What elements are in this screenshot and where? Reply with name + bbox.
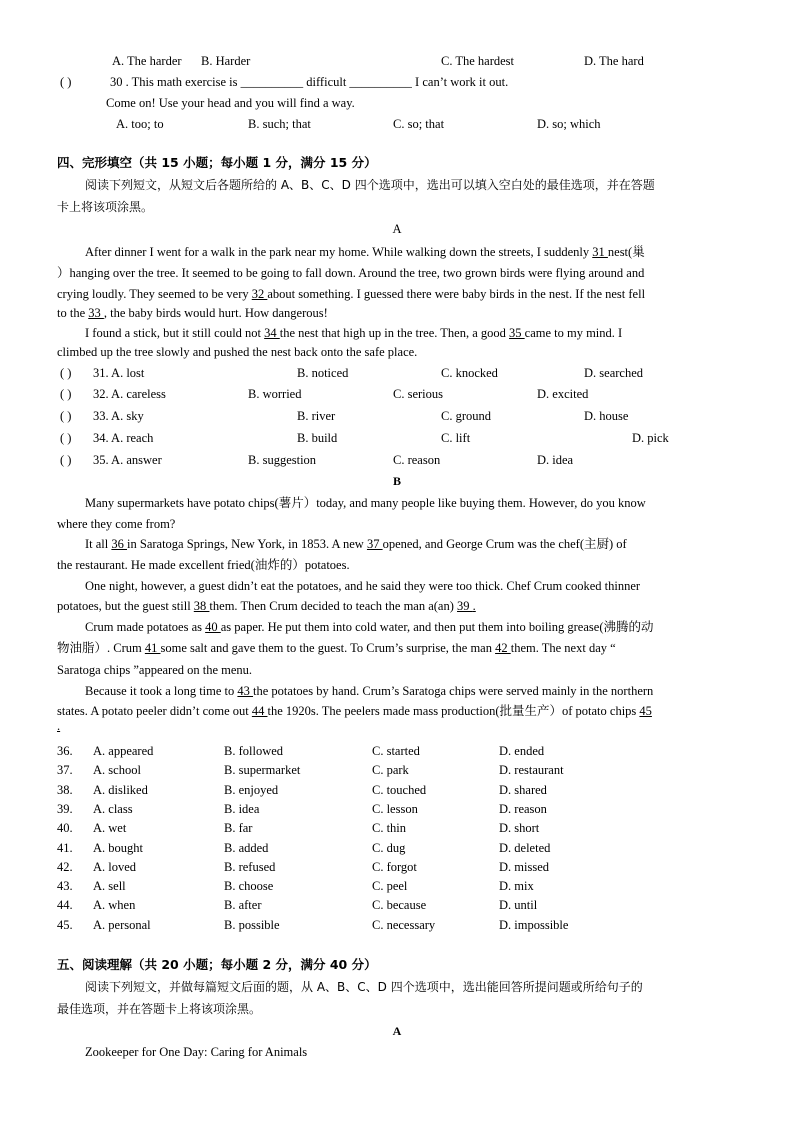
q42-option-b: B. refused	[224, 860, 276, 874]
q44-option-b: B. after	[224, 898, 262, 912]
q31-option-c: C. knocked	[441, 366, 498, 380]
q37-option-a: A. school	[93, 763, 141, 777]
q34-option-b: B. build	[297, 431, 338, 445]
passage-b-line7: Crum made potatoes as 40 as paper. He put them into cold water, and then put them into boiling grease(沸腾的动	[85, 620, 654, 634]
section5-instruction-line1: 阅读下列短文，并做每篇短文后面的题，从 A、B、C、D 四个选项中，选出能回答所提问题或所给句子的	[85, 980, 643, 994]
q36-option-a: A. appeared	[93, 744, 154, 758]
passage-b-line12: .	[57, 719, 61, 733]
q32-answer-paren: ( )	[60, 387, 72, 401]
passage-b-line1: Many supermarkets have potato chips(薯片）today, and many people like buying them. However, do you know	[85, 496, 646, 510]
blank-39: 39	[457, 599, 473, 613]
q41-number: 41.	[57, 841, 73, 855]
q43-option-c: C. peel	[372, 879, 408, 893]
q34-option-a: 34. A. reach	[93, 431, 154, 445]
q32-option-c: C. serious	[393, 387, 443, 401]
passage-b-line4: the restaurant. He made excellent fried(油炸的）potatoes.	[57, 558, 350, 572]
q31-answer-paren: ( )	[60, 366, 72, 380]
q34-option-c: C. lift	[441, 431, 471, 445]
q40-option-d: D. short	[499, 821, 540, 835]
q33-option-a: 33. A. sky	[93, 409, 144, 423]
q29-option-c: C. The hardest	[441, 54, 515, 68]
blank-31: 31	[592, 245, 608, 259]
blank-45: 45	[639, 704, 652, 718]
passage-b-line8: 物油脂）. Crum 41 some salt and gave them to the guest. To Crum’s surprise, the man 42 them. The next day “	[57, 641, 616, 655]
passage-b-line6: potatoes, but the guest still 38 them. Then Crum decided to teach the man a(an) 39 .	[57, 599, 476, 613]
q34-answer-paren: ( )	[60, 431, 72, 445]
q37-option-b: B. supermarket	[224, 763, 301, 777]
reading-a-title: Zookeeper for One Day: Caring for Animals	[85, 1045, 308, 1059]
passage-a-line4: to the 33 , the baby birds would hurt. How dangerous!	[57, 306, 328, 320]
q41-option-a: A. bought	[93, 841, 143, 855]
q30-option-a: A. too; to	[116, 117, 164, 131]
q43-option-a: A. sell	[93, 879, 126, 893]
q36-option-c: C. started	[372, 744, 420, 758]
section4-title: 四、完形填空（共 15 小题；每小题 1 分，满分 15 分）	[57, 155, 377, 170]
passage-a-line3: crying loudly. They seemed to be very 32 about something. I guessed there were baby birds in the nest. If the nest fell	[57, 287, 646, 301]
q37-option-c: C. park	[372, 763, 409, 777]
q34-option-d: D. pick	[632, 431, 669, 445]
q42-option-a: A. loved	[93, 860, 137, 874]
q45-number: 45.	[57, 918, 73, 932]
blank-44: 44	[251, 704, 268, 718]
q39-option-a: A. class	[93, 802, 133, 816]
q41-option-b: B. added	[224, 841, 269, 855]
blank-40: 40	[205, 620, 221, 634]
q30-stem: 30 . This math exercise is __________ difficult __________ I can’t work it out.	[110, 75, 509, 89]
q40-option-a: A. wet	[93, 821, 127, 835]
passage-b-line9: Saratoga chips ”appeared on the menu.	[57, 663, 253, 677]
passage-a-line1: After dinner I went for a walk in the park near my home. While walking down the streets, I suddenly 31 nest(巢	[85, 245, 645, 259]
q39-option-b: B. idea	[224, 802, 260, 816]
q31-option-a: 31. A. lost	[93, 366, 145, 380]
passage-a-line2: ）hanging over the tree. It seemed to be going to fall down. Around the tree, two grown birds were flying around and	[57, 266, 645, 280]
q30-option-d: D. so; which	[537, 117, 601, 131]
q38-option-c: C. touched	[372, 783, 427, 797]
q42-option-c: C. forgot	[372, 860, 417, 874]
q38-option-d: D. shared	[499, 783, 547, 797]
q43-option-b: B. choose	[224, 879, 274, 893]
q40-option-b: B. far	[224, 821, 253, 835]
passage-a-line5: I found a stick, but it still could not 34 the nest that high up in the tree. Then, a good 35 came to my mind. I	[85, 326, 623, 340]
q44-option-a: A. when	[93, 898, 136, 912]
blank-41: 41	[144, 641, 161, 655]
blank-32: 32	[251, 287, 268, 301]
section4-part-b-heading: B	[392, 474, 401, 488]
q35-answer-paren: ( )	[60, 453, 72, 467]
q30-option-b: B. such; that	[248, 117, 311, 131]
q33-option-c: C. ground	[441, 409, 491, 423]
section4-part-a-heading: A	[392, 222, 402, 236]
q38-option-b: B. enjoyed	[224, 783, 279, 797]
q35-option-a: 35. A. answer	[93, 453, 162, 467]
q39-number: 39.	[57, 802, 73, 816]
passage-b-line5: One night, however, a guest didn’t eat the potatoes, and he said they were too thick. Chef Crum cooked thinner	[85, 579, 641, 593]
q44-option-c: C. because	[372, 898, 427, 912]
q37-option-d: D. restaurant	[499, 763, 564, 777]
blank-36: 36	[111, 537, 128, 551]
section4-instruction-line2: 卡上将该项涂黑。	[57, 200, 154, 214]
blank-37: 37	[366, 537, 383, 551]
q40-number: 40.	[57, 821, 73, 835]
q35-option-d: D. idea	[537, 453, 574, 467]
q45-option-c: C. necessary	[372, 918, 436, 932]
q30-answer-paren: ( )	[60, 75, 72, 89]
q32-option-a: 32. A. careless	[93, 387, 166, 401]
q31-option-d: D. searched	[584, 366, 643, 380]
passage-b-line10: Because it took a long time to 43 the potatoes by hand. Crum’s Saratoga chips were served mainly in the northern	[85, 684, 654, 698]
q29-option-a: A. The harder	[112, 54, 182, 68]
q39-option-d: D. reason	[499, 802, 547, 816]
q35-option-c: C. reason	[393, 453, 441, 467]
q36-option-d: D. ended	[499, 744, 545, 758]
q41-option-c: C. dug	[372, 841, 406, 855]
blank-38: 38	[193, 599, 210, 613]
q43-option-d: D. mix	[499, 879, 534, 893]
q40-option-c: C. thin	[372, 821, 407, 835]
section5-part-a-heading: A	[392, 1024, 402, 1038]
q29-option-b: B. Harder	[201, 54, 251, 68]
q42-number: 42.	[57, 860, 73, 874]
q45-option-a: A. personal	[93, 918, 151, 932]
q44-number: 44.	[57, 898, 73, 912]
blank-34: 34	[264, 326, 280, 340]
section5-instruction-line2: 最佳选项，并在答题卡上将该项涂黑。	[57, 1002, 262, 1016]
q32-option-d: D. excited	[537, 387, 589, 401]
q33-option-d: D. house	[584, 409, 629, 423]
q41-option-d: D. deleted	[499, 841, 551, 855]
passage-b-line3: It all 36 in Saratoga Springs, New York, in 1853. A new 37 opened, and George Crum was the chef(主厨) of	[85, 537, 627, 551]
q44-option-d: D. until	[499, 898, 538, 912]
q45-option-d: D. impossible	[499, 918, 569, 932]
q45-option-b: B. possible	[224, 918, 280, 932]
passage-b-line2: where they come from?	[57, 517, 176, 531]
q29-option-d: D. The hard	[584, 54, 644, 68]
passage-a-line6: climbed up the tree slowly and pushed the nest back onto the safe place.	[57, 345, 418, 359]
q36-number: 36.	[57, 744, 73, 758]
blank-42: 42	[495, 641, 511, 655]
q42-option-d: D. missed	[499, 860, 549, 874]
q33-answer-paren: ( )	[60, 409, 72, 423]
q30-line2: Come on! Use your head and you will find a way.	[106, 96, 355, 110]
q30-option-c: C. so; that	[393, 117, 445, 131]
q36-option-b: B. followed	[224, 744, 284, 758]
q33-option-b: B. river	[297, 409, 336, 423]
q32-option-b: B. worried	[248, 387, 302, 401]
blank-33: 33	[88, 306, 104, 320]
q37-number: 37.	[57, 763, 73, 777]
passage-b-line11: states. A potato peeler didn’t come out 44 the 1920s. The peelers made mass production(批量生产）of potato chips 45	[57, 704, 652, 718]
section4-instruction-line1: 阅读下列短文，从短文后各题所给的 A、B、C、D 四个选项中，选出可以填入空白处的最佳选项，并在答题	[85, 178, 655, 192]
blank-43: 43	[237, 684, 254, 698]
blank-35: 35	[509, 326, 525, 340]
q38-number: 38.	[57, 783, 73, 797]
q38-option-a: A. disliked	[93, 783, 148, 797]
q43-number: 43.	[57, 879, 73, 893]
section5-title: 五、阅读理解（共 20 小题；每小题 2 分，满分 40 分）	[57, 957, 377, 972]
q39-option-c: C. lesson	[372, 802, 418, 816]
q35-option-b: B. suggestion	[248, 453, 317, 467]
q31-option-b: B. noticed	[297, 366, 349, 380]
